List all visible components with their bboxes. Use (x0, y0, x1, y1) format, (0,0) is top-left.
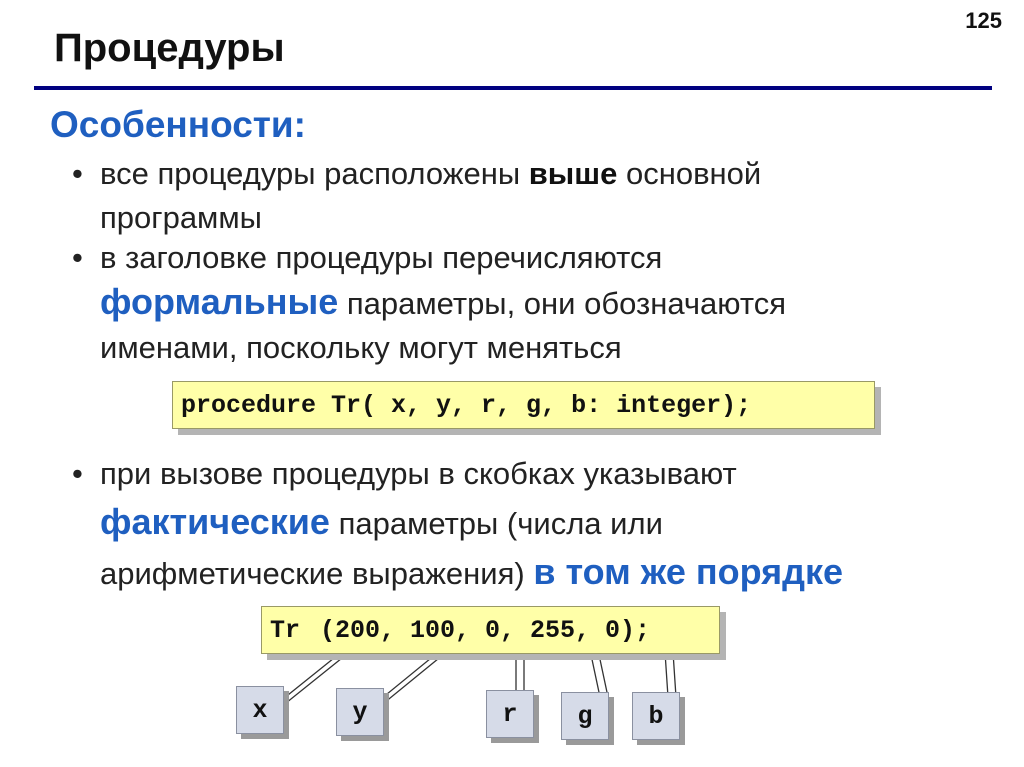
bullet-marker: • (72, 156, 83, 191)
param-box-r: r (486, 690, 534, 738)
code-declaration: procedure Tr( x, y, r, g, b: integer); (181, 391, 752, 420)
param-box-x: x (236, 686, 284, 734)
text-run: параметры (числа или (329, 506, 663, 541)
emphasis-formal: формальные (100, 281, 339, 322)
slide-title: Процедуры (54, 26, 285, 70)
param-box-g: g (561, 692, 609, 740)
text-run: основной (617, 156, 762, 191)
emphasis-actual: фактические (100, 501, 330, 542)
page-number: 125 (965, 8, 1002, 33)
subheading: Особенности: (50, 104, 306, 145)
bullet-2-line-1: в заголовке процедуры перечисляются (100, 240, 663, 275)
code-call-box (261, 606, 720, 654)
code-call-args: (200, 100, 0, 255, 0); (320, 616, 651, 645)
param-box-y: y (336, 688, 384, 736)
bullet-2-line-3: именами, поскольку могут меняться (100, 330, 622, 365)
connector-r (516, 652, 524, 693)
connector-y (376, 654, 444, 703)
connector-g (590, 650, 608, 697)
emphasis-order: в том же порядке (533, 551, 843, 592)
bullet-marker: • (72, 240, 83, 275)
bold-word: выше (528, 156, 618, 191)
text-run: параметры, они обозначаются (338, 286, 786, 321)
text-run: арифметические выражения) (100, 556, 534, 591)
connector-b (665, 652, 676, 697)
bullet-3-line-1: при вызове процедуры в скобках указывают (100, 456, 737, 491)
text-run: все процедуры расположены (100, 156, 529, 191)
bullet-1-line-2: программы (100, 200, 262, 235)
param-box-b: b (632, 692, 680, 740)
code-call-name: Tr (270, 616, 301, 645)
bullet-marker: • (72, 456, 83, 491)
